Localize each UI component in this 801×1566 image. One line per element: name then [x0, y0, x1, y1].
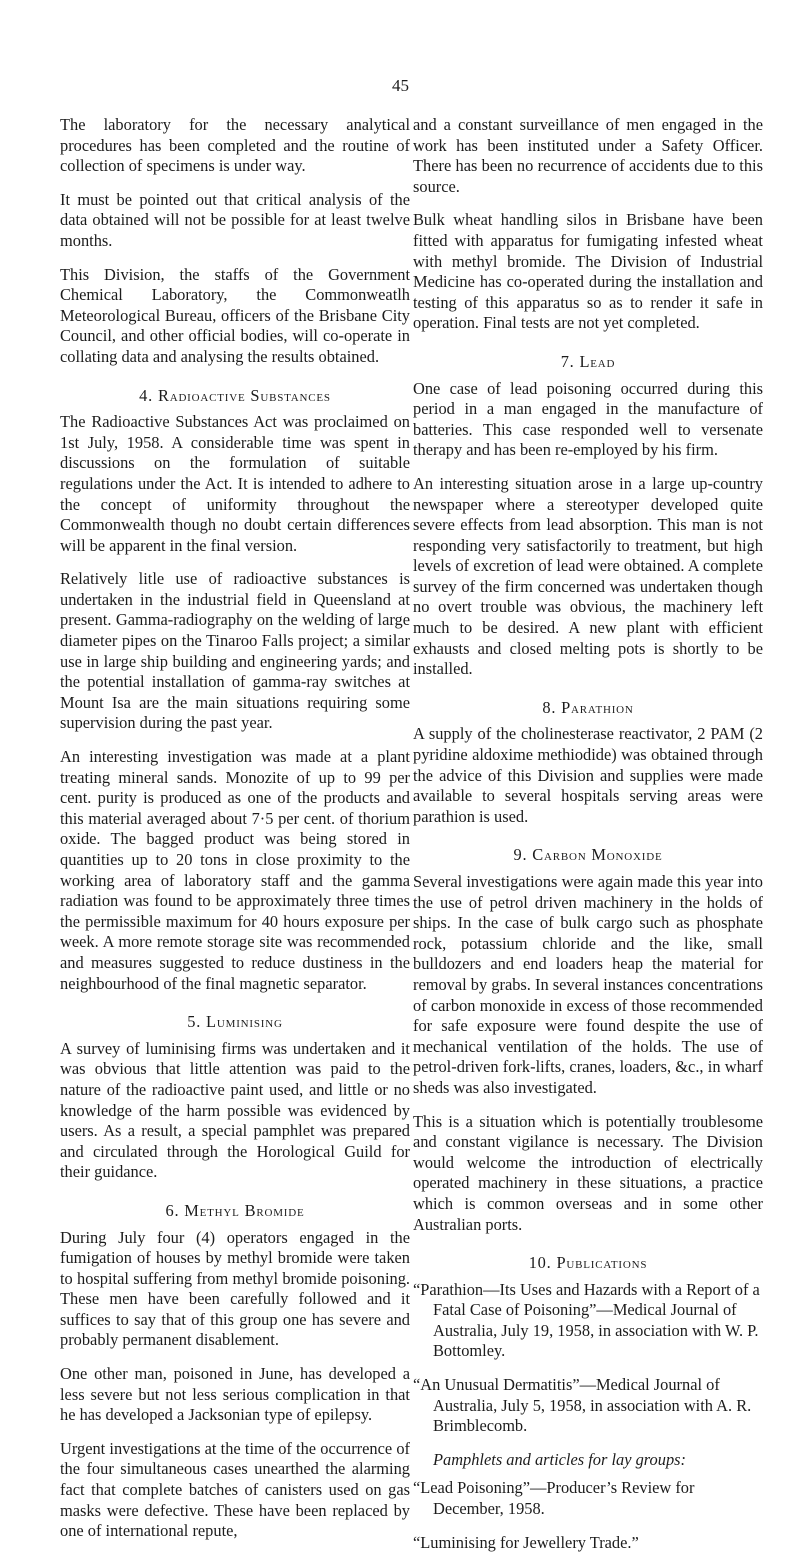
section-heading-luminising: 5. Luminising — [187, 1012, 283, 1032]
section-heading-radioactive: 4. Radioactive Substances — [139, 385, 331, 405]
paragraph: One other man, poisoned in June, has developed a less severe but not less serious complication in that he has developed a Jacksonian type of epilepsy. — [60, 1364, 410, 1425]
paragraph: A supply of the cholinesterase reactivator, 2 PAM (2 pyridine aldoxime methiodide) was obtained through the advice of this Division and supplies were made available to several hospitals serving areas were parathion is used. — [413, 724, 763, 826]
publication-item: “An Unusual Dermatitis”—Medical Journal of Australia, July 5, 1958, in association with A. R. Brimblecomb. — [413, 1375, 752, 1436]
paragraph: One case of lead poisoning occurred during this period in a man engaged in the manufacture of batteries. This case responded well to versenate therapy and has been re-employed by his firm. — [413, 378, 763, 460]
paragraph: Several investigations were again made this year into the use of petrol driven machinery in the holds of ships. In the case of bulk cargo such as phosphate rock, potassium chloride and the like, small bulldozers and end loaders heap the material for removal by grabs. In several instances concentrations of carbon monoxide in excess of those recommended for safe exposure were found despite the use of mechanical ventilation of the holds. The use of petrol-driven fork-lifts, cranes, loaders, &c., in wharf sheds was also investigated. — [413, 872, 763, 1097]
section-heading-parathion: 8. Parathion — [542, 697, 634, 717]
pamphlets-heading: Pamphlets and articles for lay groups: — [433, 1449, 686, 1469]
paragraph: A survey of luminising firms was undertaken and it was obvious that little attention was paid to the nature of the radioactive paint used, and little or no knowledge of the harm possible was evidenced by users. As a result, a special pamphlet was prepared and circulated through the Horological Guild for their guidance. — [60, 1038, 410, 1182]
paragraph: During July four (4) operators engaged in the fumigation of houses by methyl bromide were taken to hospital suffering from methyl bromide poisoning. These men have been carefully followed and it suffices to say that of this group one has severe and probably permanent disablement. — [60, 1227, 410, 1350]
right-column — [413, 115, 763, 1566]
paragraph: and a constant surveillance of men engaged in the work has been instituted under a Safety Officer. There has been no recurrence of accidents due to this source. — [413, 115, 763, 196]
pamphlet-item: “Lead Poisoning”—Producer’s Review for December, 1958. — [413, 1478, 695, 1519]
paragraph: It must be pointed out that critical analysis of the data obtained will not be possible for at least twelve months. — [60, 189, 410, 250]
paragraph: Bulk wheat handling silos in Brisbane have been fitted with apparatus for fumigating infested wheat with methyl bromide. The Division of Industrial Medicine has co-operated during the installation and testing of this apparatus so as to render it safe in operation. Final tests are not yet completed. — [413, 210, 763, 333]
paragraph: The Radioactive Substances Act was proclaimed on 1st July, 1958. A considerable time was spent in discussions on the formulation of suitable regulations under the Act. It is intended to adhere to the concept of uniformity throughout the Commonwealth though no doubt certain differences will be apparent in the final version. — [60, 412, 410, 555]
section-heading-publications: 10. Publications — [528, 1253, 648, 1273]
paragraph: Urgent investigations at the time of the occurrence of the four simultaneous cases unearthed the alarming fact that complete batches of canisters used on gas masks were defective. These have been replaced by one of international repute, — [60, 1438, 410, 1541]
pamphlet-item: “Luminising for Jewellery Trade.” — [413, 1532, 639, 1552]
left-column — [60, 115, 410, 1555]
section-heading-methyl-bromide: 6. Methyl Bromide — [165, 1200, 305, 1220]
section-heading-lead: 7. Lead — [560, 351, 616, 371]
paragraph: An interesting investigation was made at a plant treating mineral sands. Monozite of up to 99 per cent. purity is produced as one of the products and this material averaged about 7·5 per cent. of thorium oxide. The bagged product was being stored in quantities up to 20 tons in close proximity to the working area of laboratory staff and the gamma radiation was found to be approximately three times the permissible maximum for 40 hours exposure per week. A more remote storage site was recommended and measures suggested to reduce dustiness in the neighbourhood of the final magnetic separator. — [60, 747, 410, 993]
publication-item: “Parathion—Its Uses and Hazards with a Report of a Fatal Case of Poisoning”—Medical Journal of Australia, July 19, 1958, in association with W. P. Bottomley. — [413, 1279, 760, 1361]
paragraph: Relatively litle use of radioactive substances is undertaken in the industrial field in Queensland at present. Gamma-radiography on the welding of large diameter pipes on the Tinaroo Falls project; a similar use in large ship building and engineering yards; and the potential installation of gamma-ray switches at Mount Isa are the main situations requiring some supervision during the past year. — [60, 569, 410, 733]
paragraph: This Division, the staffs of the Government Chemical Laboratory, the Commonweatlh Meteorological Bureau, officers of the Brisbane City Council, and other official bodies, will co-operate in collating data and analysing the results obtained. — [60, 264, 410, 366]
paragraph: An interesting situation arose in a large up-country newspaper where a stereotyper developed quite severe effects from lead absorption. This man is not responding very satisfactorily to treatment, but high levels of excretion of lead were obtained. A complete survey of the firm concerned was undertaken though no overt trouble was obvious, the machinery left much to be desired. A new plant with efficient exhausts and closed melting pots is shortly to be installed. — [413, 473, 763, 679]
page-number: 45 — [392, 76, 409, 95]
section-heading-carbon-monoxide: 9. Carbon Monoxide — [513, 845, 663, 865]
paragraph: This is a situation which is potentially troublesome and constant vigilance is necessary. The Division would welcome the introduction of electrically operated machinery in these situations, a practice which is common overseas and in some other Australian ports. — [413, 1111, 763, 1234]
paragraph: The laboratory for the necessary analytical procedures has been completed and the routine of collection of specimens is under way. — [60, 115, 410, 176]
